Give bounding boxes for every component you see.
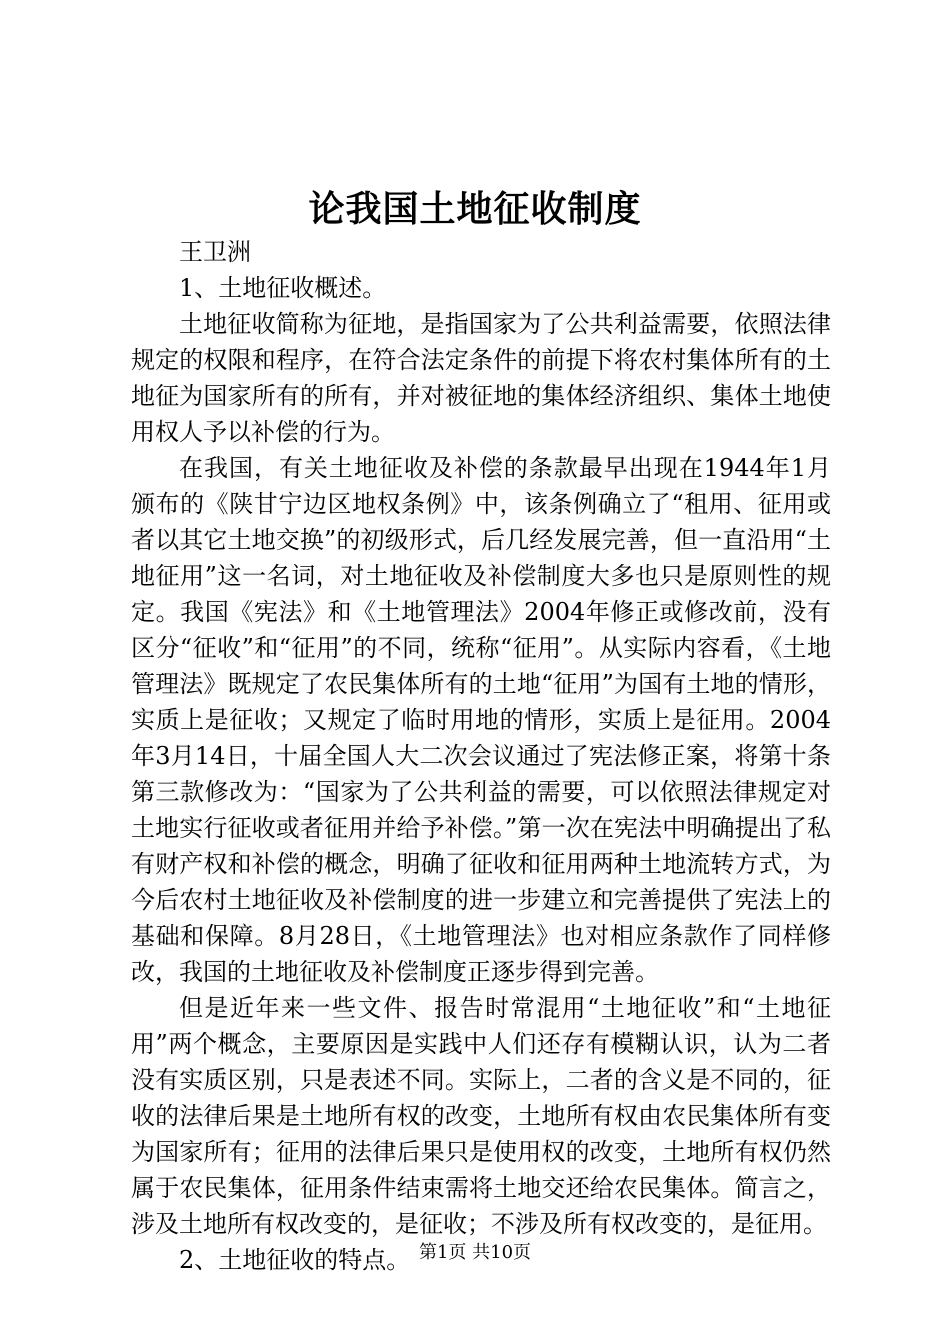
page-number-footer: 第1页 共10页	[418, 1242, 532, 1263]
section-heading-1: 1、土地征收概述。	[179, 274, 387, 302]
document-body	[131, 234, 831, 1278]
paragraph-definition: 土地征收简称为征地，是指国家为了公共利益需要，依照法律规定的权限和程序，在符合法定条件的前提下将农村集体所有的土地征为国家所有的所有，并对被征地的集体经济组织、集体土地使用权人予以补偿的行为。	[131, 310, 831, 446]
paragraph-history: 在我国，有关土地征收及补偿的条款最早出现在1944年1月颁布的《陕甘宁边区地权条例》中，该条例确立了“租用、征用或者以其它土地交换”的初级形式，后几经发展完善，但一直沿用“土地征用”这一名词，对土地征收及补偿制度大多也只是原则性的规定。我国《宪法》和《土地管理法》2004年修正或修改前，没有区分“征收”和“征用”的不同，统称“征用”。从实际内容看，《土地管理法》既规定了农民集体所有的土地“征用”为国有土地的情形，实质上是征收；又规定了临时用地的情形，实质上是征用。2004年3月14日，十届全国人大二次会议通过了宪法修正案，将第十条第三款修改为：“国家为了公共利益的需要，可以依照法律规定对土地实行征收或者征用并给予补偿。”第一次在宪法中明确提出了私有财产权和补偿的概念，明确了征收和征用两种土地流转方式，为今后农村土地征收及补偿制度的进一步建立和完善提供了宪法上的基础和保障。8月28日，《土地管理法》也对相应条款作了同样修改，我国的土地征收及补偿制度正逐步得到完善。	[131, 454, 831, 986]
section-heading-2: 2、土地征收的特点。	[179, 1246, 411, 1274]
document-title: 论我国土地征收制度	[308, 188, 642, 230]
author-line: 王卫洲	[179, 238, 251, 266]
paragraph-distinction: 但是近年来一些文件、报告时常混用“土地征收”和“土地征用”两个概念，主要原因是实践中人们还存有模糊认识，认为二者没有实质区别，只是表述不同。实际上，二者的含义是不同的，征收的法律后果是土地所有权的改变，土地所有权由农民集体所有变为国家所有；征用的法律后果只是使用权的改变，土地所有权仍然属于农民集体，征用条件结束需将土地交还给农民集体。简言之，涉及土地所有权改变的，是征收；不涉及所有权改变的，是征用。	[131, 994, 831, 1238]
